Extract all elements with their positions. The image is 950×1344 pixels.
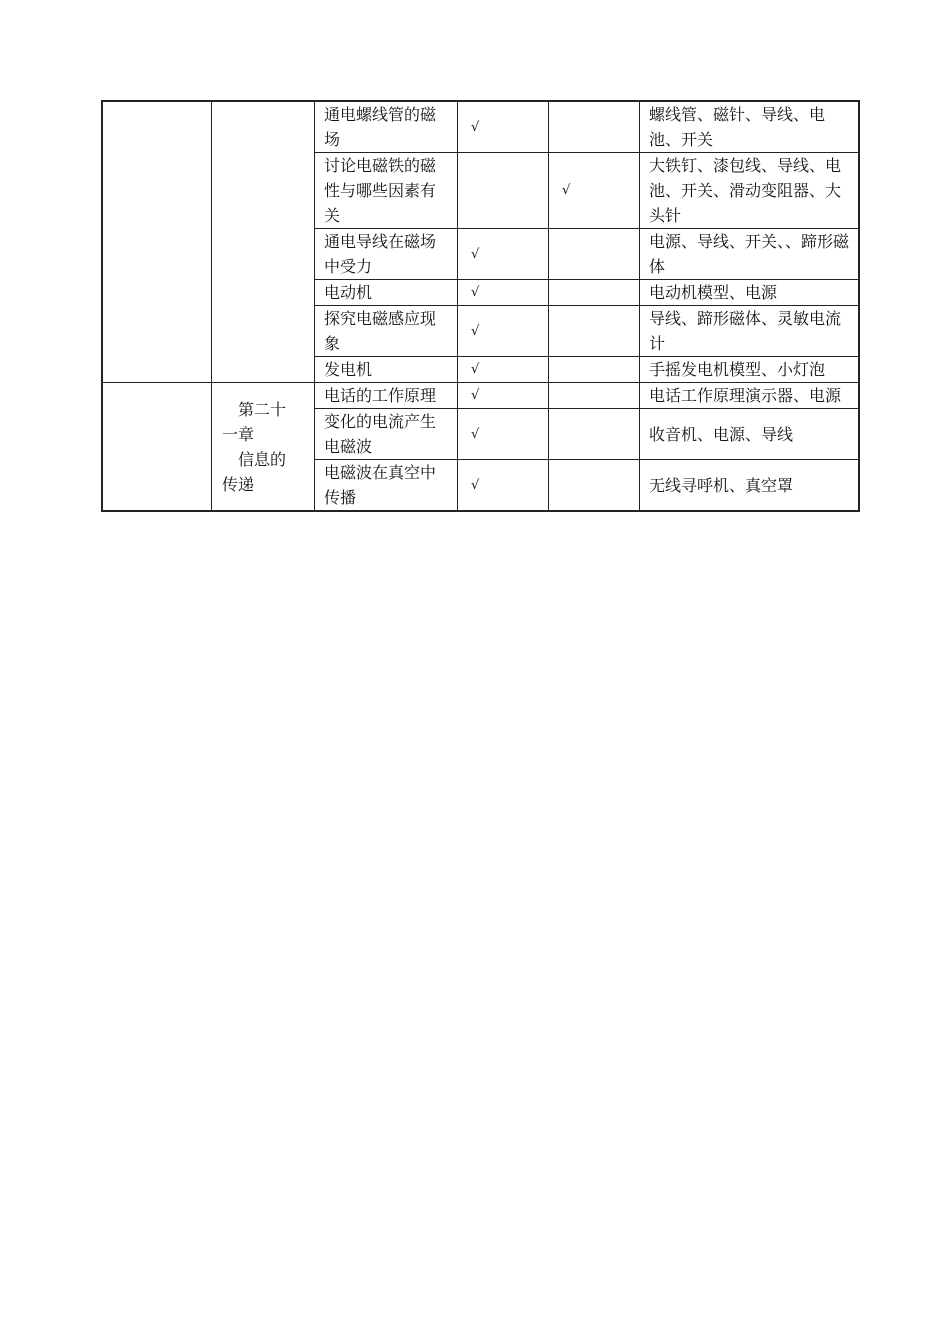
experiment-name: 发电机 <box>315 357 458 383</box>
equipment-list: 无线寻呼机、真空罩 <box>640 460 860 512</box>
section-cell <box>102 101 212 383</box>
section-cell <box>102 383 212 512</box>
student-check <box>549 460 640 512</box>
equipment-list: 电话工作原理演示器、电源 <box>640 383 860 409</box>
experiment-name: 通电螺线管的磁场 <box>315 101 458 153</box>
table-row <box>102 101 859 153</box>
chapter-line: 传递 <box>222 474 255 494</box>
chapter-line: 信息的 <box>238 449 287 469</box>
equipment-list: 螺线管、磁针、导线、电池、开关 <box>640 101 860 153</box>
experiment-name: 电话的工作原理 <box>315 383 458 409</box>
experiment-name: 探究电磁感应现象 <box>315 306 458 357</box>
demo-check: √ <box>458 101 549 153</box>
demo-check: √ <box>458 306 549 357</box>
equipment-list: 电动机模型、电源 <box>640 280 860 306</box>
demo-check: √ <box>458 383 549 409</box>
demo-check: √ <box>458 280 549 306</box>
experiment-name: 变化的电流产生电磁波 <box>315 409 458 460</box>
equipment-list: 大铁钉、漆包线、导线、电池、开关、滑动变阻器、大头针 <box>640 153 860 229</box>
chapter-cell <box>212 101 315 383</box>
student-check <box>549 280 640 306</box>
equipment-list: 收音机、电源、导线 <box>640 409 860 460</box>
equipment-list: 手摇发电机模型、小灯泡 <box>640 357 860 383</box>
demo-check: √ <box>458 229 549 280</box>
experiment-name: 电磁波在真空中传播 <box>315 460 458 512</box>
chapter-cell <box>212 383 315 512</box>
demo-check <box>458 153 549 229</box>
experiment-name: 电动机 <box>315 280 458 306</box>
table-row <box>102 383 859 409</box>
student-check <box>549 357 640 383</box>
equipment-list: 导线、蹄形磁体、灵敏电流计 <box>640 306 860 357</box>
demo-check: √ <box>458 409 549 460</box>
student-check <box>549 101 640 153</box>
experiment-name: 讨论电磁铁的磁性与哪些因素有关 <box>315 153 458 229</box>
student-check <box>549 409 640 460</box>
student-check <box>549 229 640 280</box>
demo-check: √ <box>458 357 549 383</box>
experiment-table <box>101 100 860 512</box>
student-check <box>549 306 640 357</box>
student-check <box>549 383 640 409</box>
equipment-list: 电源、导线、开关、、蹄形磁体 <box>640 229 860 280</box>
chapter-line: 第二十 <box>238 399 287 419</box>
chapter-line: 一章 <box>222 424 255 444</box>
demo-check: √ <box>458 460 549 512</box>
student-check: √ <box>549 153 640 229</box>
experiment-name: 通电导线在磁场中受力 <box>315 229 458 280</box>
